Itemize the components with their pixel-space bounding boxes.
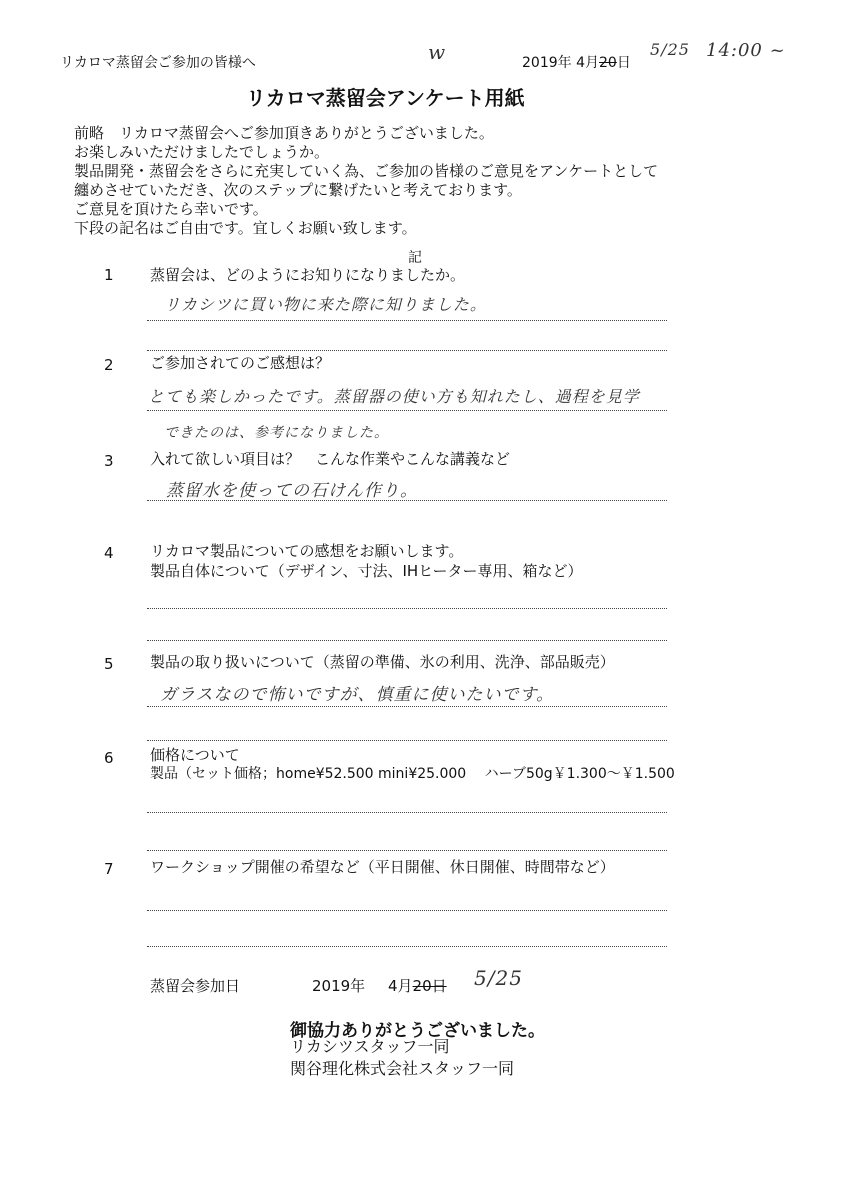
question-text: リカロマ製品についての感想をお願いします。 — [150, 542, 464, 560]
recipient-line: リカロマ蒸留会ご参加の皆様へ — [60, 55, 256, 71]
intro-line: 纏めさせていただき、次のステップに繋げたいと考えております。 — [74, 181, 522, 199]
answer-line — [147, 910, 667, 911]
question-number: 1 — [104, 266, 114, 284]
answer-line — [147, 500, 667, 501]
answer-line — [147, 706, 667, 707]
question-text: 蒸留会は、どのようにお知りになりましたか。 — [150, 266, 466, 284]
answer-text: ガラスなので怖いですが、慎重に使いたいです。 — [160, 685, 555, 705]
answer-line — [147, 350, 667, 351]
answer-text: できたのは、参考になりました。 — [164, 425, 389, 441]
question-number: 2 — [104, 356, 114, 374]
participation-date-printed: 4月 — [388, 977, 413, 995]
question-number: 5 — [104, 655, 114, 673]
question-text: 製品の取り扱いについて（蒸留の準備、氷の利用、洗浄、部品販売） — [150, 653, 615, 671]
header-date-struck: 20 — [599, 55, 617, 71]
question-number: 6 — [104, 749, 114, 767]
answer-line — [147, 320, 667, 321]
handwritten-participation-date: 5/25 — [474, 966, 523, 990]
closing-thanks: 御協力ありがとうございました。 — [290, 1021, 545, 1041]
question-subtext: 製品自体について（デザイン、寸法、IHヒーター専用、箱など） — [150, 562, 583, 580]
intro-line: 前略 リカロマ蒸留会へご参加頂きありがとうございました。 — [74, 124, 494, 142]
header-date-printed: 2019年 4月 — [522, 55, 599, 71]
intro-line: 下段の記名はご自由です。宜しくお願い致します。 — [74, 219, 417, 237]
participation-year: 2019年 — [312, 977, 366, 995]
answer-line — [147, 850, 667, 851]
intro-line: 製品開発・蒸留会をさらに充実していく為、ご参加の皆様のご意見をアンケートとして — [74, 162, 659, 180]
question-number: 4 — [104, 544, 114, 562]
intro-line: ご意見を頂けたら幸いです。 — [74, 200, 268, 218]
intro-line: お楽しみいただけましたでしょうか。 — [74, 143, 330, 161]
header-date-suffix: 日 — [616, 55, 631, 71]
answer-text: とても楽しかったです。蒸留器の使い方も知れたし、過程を見学 — [148, 387, 640, 406]
ki-heading: 記 — [408, 250, 422, 266]
handwritten-date: 5/25 — [650, 40, 690, 59]
answer-line — [147, 946, 667, 947]
participation-date — [388, 975, 447, 996]
answer-text: 蒸留水を使っての石けん作り。 — [166, 481, 418, 501]
question-text: ワークショップ開催の希望など（平日開催、休日開催、時間帯など） — [150, 858, 615, 876]
header-date — [522, 52, 631, 72]
question-number: 3 — [104, 452, 114, 470]
participation-date-struck: 20日 — [412, 977, 447, 995]
question-subtext: 製品（セット価格；home¥52.500 mini¥25.000 ハーブ50g￥1.300～￥1.500 — [150, 766, 675, 782]
handwritten-mark: w — [428, 40, 447, 64]
answer-line — [147, 740, 667, 741]
participation-label: 蒸留会参加日 — [150, 977, 241, 995]
answer-line — [147, 410, 667, 411]
closing-staff-1: リカシツスタッフ一同 — [290, 1037, 450, 1056]
question-text: 入れて欲しい項目は？ こんな作業やこんな講義など — [150, 450, 511, 468]
question-number: 7 — [104, 860, 114, 878]
answer-line — [147, 812, 667, 813]
page-title: リカロマ蒸留会アンケート用紙 — [246, 86, 525, 110]
answer-text: リカシツに買い物に来た際に知りました。 — [164, 295, 487, 314]
answer-line — [147, 640, 667, 641]
handwritten-time: 14:00 ~ — [706, 40, 786, 61]
question-text: ご参加されてのご感想は？ — [150, 354, 331, 372]
question-text: 価格について — [150, 746, 240, 764]
closing-staff-2: 関谷理化株式会社スタッフ一同 — [290, 1059, 515, 1078]
answer-line — [147, 608, 667, 609]
